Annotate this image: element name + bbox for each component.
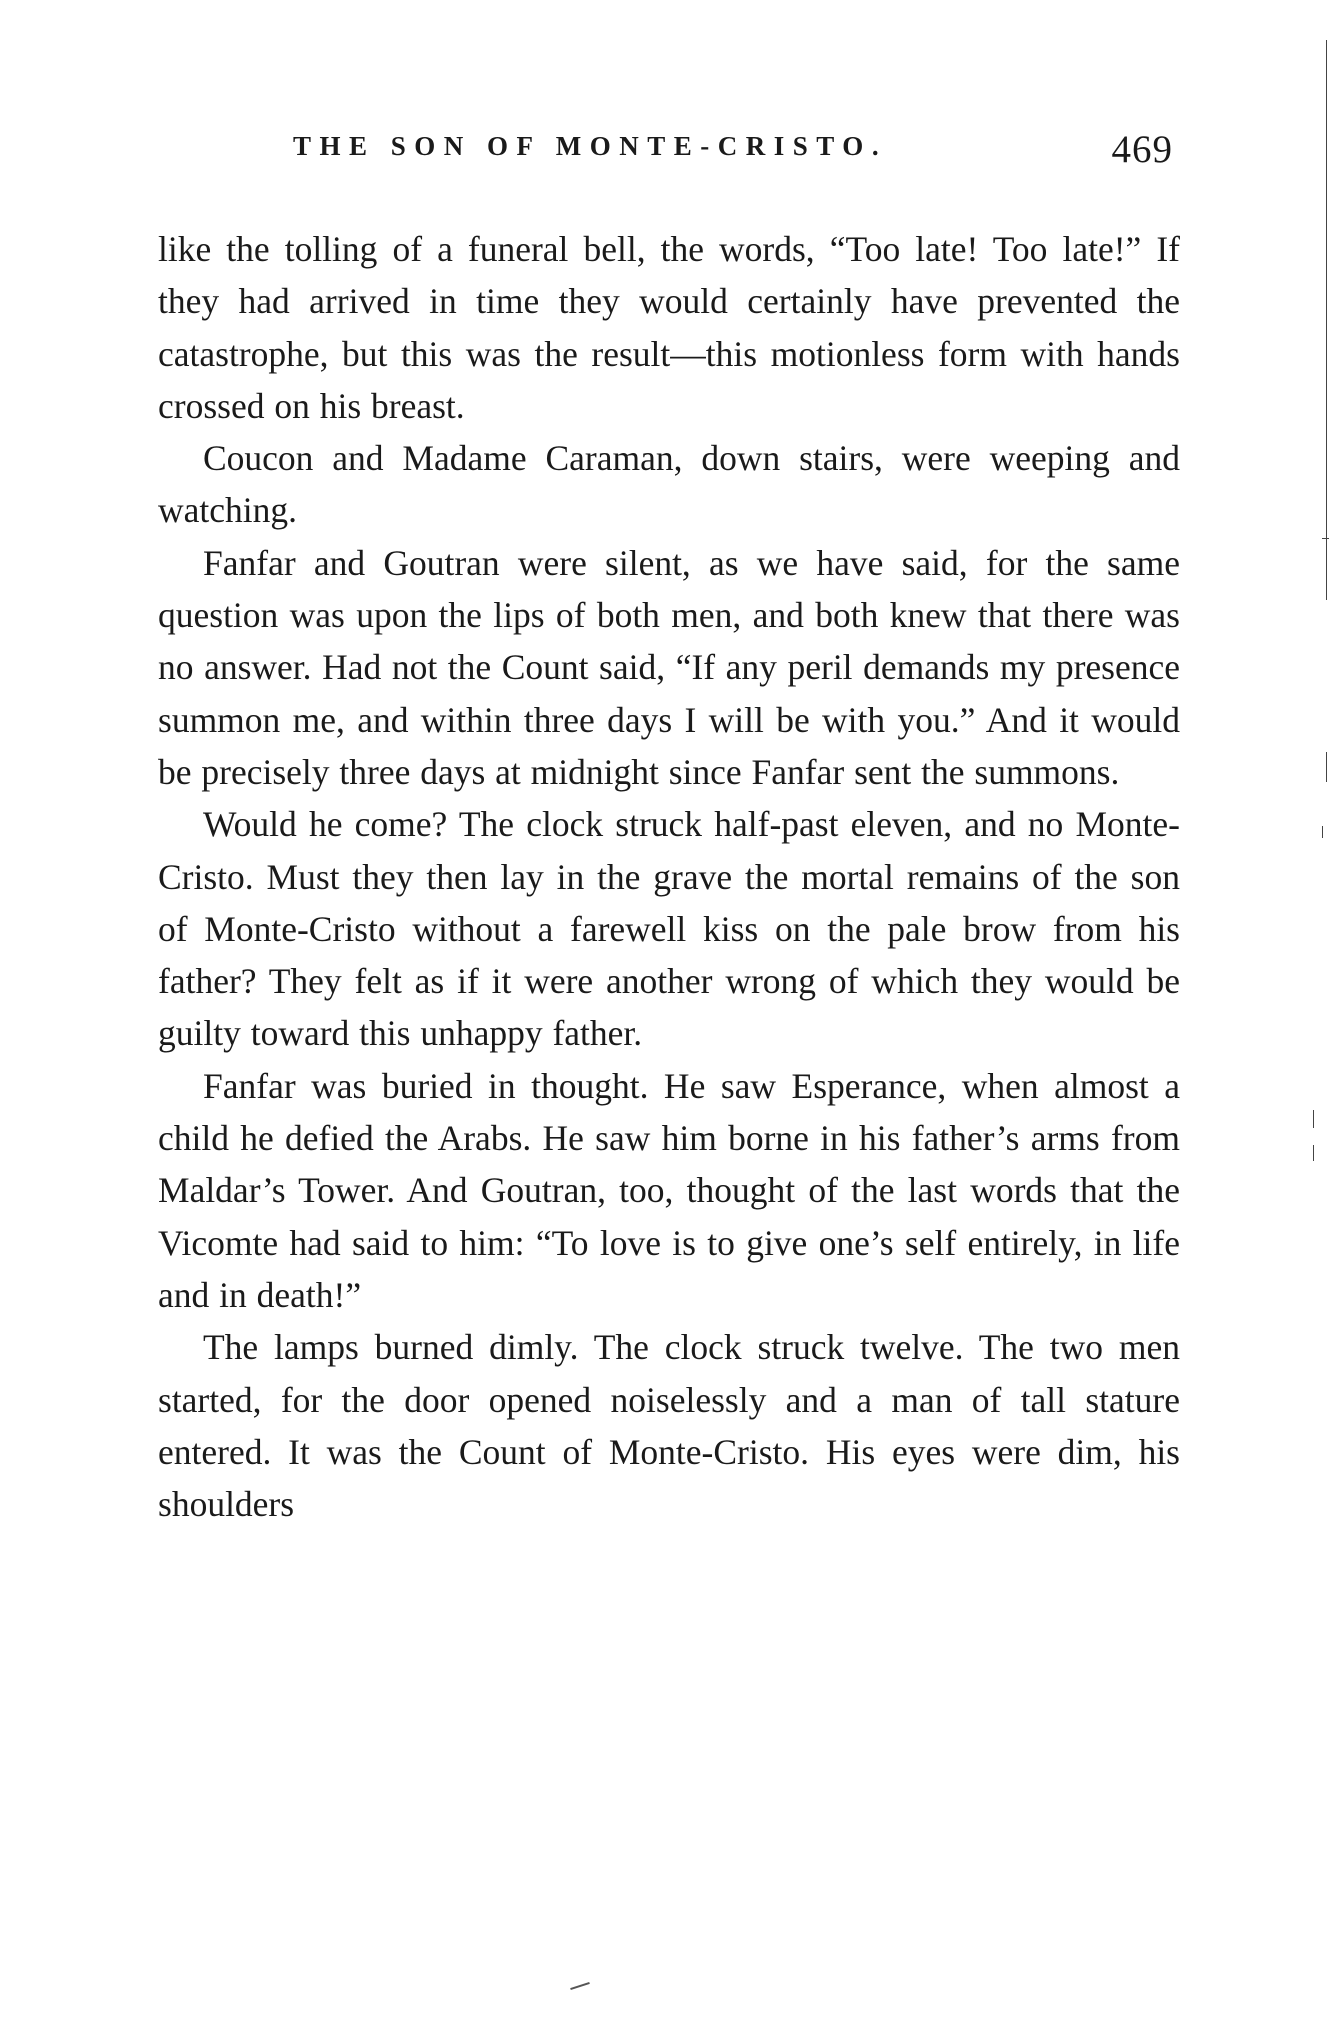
- paragraph-5: Fanfar was buried in thought. He saw Esperance, when almost a child he defied the Arabs. He saw him borne in his father’s arms from Maldar’s Tower. And Goutran, too, thought of the last words that the Vicomte had said to him: “To love is to give one’s self entirely, in life and in death!”: [158, 1065, 1180, 1315]
- scan-edge-line: [1326, 40, 1327, 600]
- paragraph-1: like the tolling of a funeral bell, the words, “Too late! Too late!” If they had arrived in time they would certainly have prevented the catastrophe, but this was the result—this motionless form with hands crossed on his breast.: [158, 229, 1180, 426]
- running-title: THE SON OF MONTE-CRISTO.: [293, 131, 888, 161]
- scan-edge-mark: [1322, 826, 1323, 838]
- scan-edge-tick: [1322, 538, 1329, 539]
- paragraph-4: Would he come? The clock struck half-past eleven, and no Monte-Cristo. Must they then lay in the grave the mortal remains of the son of Monte-Cristo without a farewell kiss on the pale brow from his father? They felt as if it were another wrong of which they would be guilty toward this unhappy father.: [158, 804, 1180, 1054]
- scan-edge-mark: [1313, 1145, 1314, 1161]
- scan-edge-mark: [1313, 1110, 1314, 1128]
- paragraph-2: Coucon and Madame Caraman, down stairs, were weeping and watching.: [158, 438, 1180, 531]
- paragraph-3: Fanfar and Goutran were silent, as we have said, for the same question was upon the lips of both men, and both knew that there was no answer. Had not the Count said, “If any peril demands my presence summon me, and within three days I will be with you.” And it would be precisely three days at midnight since Fanfar sent the summons.: [158, 542, 1180, 792]
- paragraph-6: The lamps burned dimly. The clock struck twelve. The two men started, for the door opened noiselessly and a man of tall stature entered. It was the Count of Monte-Cristo. His eyes were dim, his shoulders: [158, 1327, 1180, 1525]
- scan-edge-mark: [1326, 752, 1327, 782]
- page-number: 469: [1111, 128, 1173, 171]
- body-text: [158, 223, 1180, 1530]
- scan-smudge: [570, 1982, 590, 1990]
- running-head: [158, 127, 1173, 177]
